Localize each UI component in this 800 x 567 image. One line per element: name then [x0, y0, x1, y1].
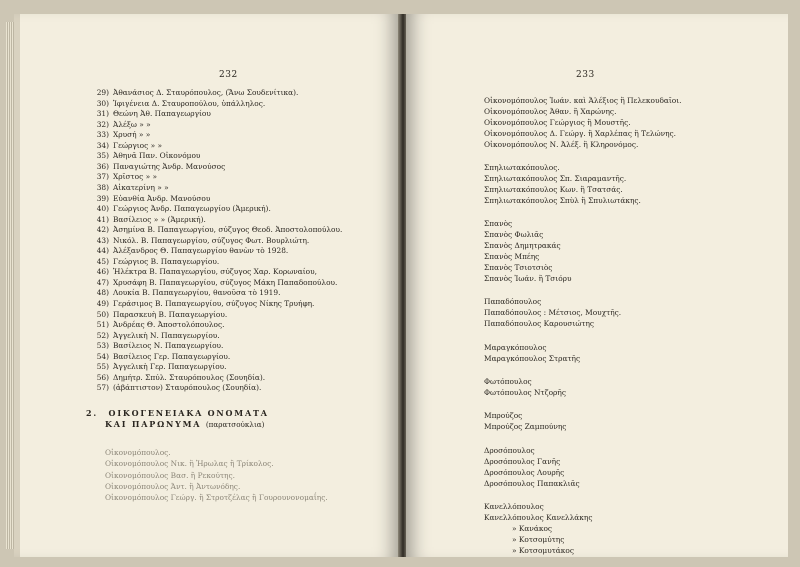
- entry-line: [92, 267, 317, 276]
- entry-text: Ἀθηνᾶ Παν. Οἰκονόμου: [113, 151, 201, 161]
- entry-number: 52): [96, 330, 109, 340]
- entry-text: Εὐανθία Ἀνδρ. Μανούσου: [113, 193, 211, 203]
- entry-line: [92, 194, 210, 203]
- entry-text: Ἀγγελικὴ Γερ. Παπαγεωργίου.: [113, 362, 227, 372]
- page-number: 232: [219, 70, 238, 80]
- entry-line: [92, 215, 206, 224]
- entry-line: [92, 362, 227, 371]
- entry-text: Γεώργιος Ἀνδρ. Παπαγεωργίου (Ἀμερική).: [113, 204, 271, 214]
- section-subtitle: ΚΑΙ ΠΑΡΩΝΥΜΑ: [105, 419, 202, 429]
- page-number: 233: [576, 70, 595, 80]
- entry-number: 36): [96, 161, 109, 171]
- surname-line: Οἰκονομόπουλος Βασ. ἢ Ρεκούτης.: [105, 470, 235, 480]
- entry-text: Ἀσημίνα Β. Παπαγεωργίου, σύζυγος Θεοδ. Ἀποστολοπούλου.: [113, 225, 343, 235]
- entry-line: [92, 373, 265, 382]
- section-heading: [86, 408, 269, 418]
- entry-line: [92, 88, 298, 97]
- surname-line: Οἰκονομόπουλος Γεώργιος ἢ Μουστῆς.: [484, 117, 631, 127]
- entry-text: Νικόλ. Β. Παπαγεωργίου, σύζυγος Φωτ. Βουρλιώτη.: [113, 235, 310, 245]
- entry-text: Παρασκευὴ Β. Παπαγεωργίου.: [113, 309, 228, 319]
- entry-number: 38): [96, 182, 109, 192]
- right-page: [406, 14, 788, 557]
- entry-text: Ἀλέξω » »: [113, 119, 151, 129]
- entry-line: [92, 299, 314, 308]
- entry-number: 44): [96, 246, 109, 256]
- entry-line: [92, 120, 151, 129]
- surname-line: Σπηλιωτακόπουλος Κων. ἢ Τσατσάς.: [484, 184, 623, 194]
- entry-number: 29): [96, 88, 109, 97]
- entry-line: [92, 383, 261, 392]
- surname-line: Μπρούζος: [484, 411, 523, 421]
- entry-text: (ἀβάπτιστον) Σταυρόπουλος (Σουηδία).: [113, 383, 262, 393]
- entry-number: 56): [96, 372, 109, 382]
- entry-number: 50): [96, 309, 109, 319]
- entry-text: Γεώργιος Β. Παπαγεωργίου.: [113, 256, 220, 266]
- entry-text: Γεράσιμος Β. Παπαγεωργίου, σύζυγος Νίκης Τρυήφη.: [113, 299, 315, 308]
- entry-line: [92, 99, 265, 108]
- entry-number: 40): [96, 204, 109, 214]
- entry-line: [92, 183, 169, 192]
- entry-text: Βασίλειος » » (Ἀμερική).: [113, 214, 206, 224]
- entry-line: [92, 225, 342, 234]
- entry-number: 57): [96, 383, 109, 393]
- entry-text: Παναγιώτης Ἀνδρ. Μανούσος: [113, 161, 226, 171]
- entry-text: Ἀνδρέας Θ. Ἀποστολόπουλος.: [113, 320, 225, 330]
- entry-line: [92, 278, 337, 287]
- surname-line: » Κανάκος: [512, 523, 553, 533]
- entry-number: 43): [96, 235, 109, 245]
- entry-number: 41): [96, 214, 109, 224]
- entry-number: 32): [96, 119, 109, 129]
- surname-line: Δροσόπουλος Παπακλιᾶς: [484, 478, 580, 488]
- surname-line: Δροσόπουλος Γανῆς: [484, 456, 561, 466]
- surname-line: Σπανὸς: [484, 219, 513, 229]
- entry-line: [92, 246, 288, 255]
- entry-line: [92, 236, 309, 245]
- entry-line: [92, 288, 280, 297]
- section-title: ΟΙΚΟΓΕΝΕΙΑΚΑ ΟΝΟΜΑΤΑ: [108, 408, 269, 418]
- entry-number: 55): [96, 362, 109, 372]
- left-page: [14, 14, 399, 557]
- surname-line: Μπρούζος Ζαμπούνης: [484, 422, 567, 432]
- entry-text: Ἀλέξανδρος Θ. Παπαγεωργίου θανὼν τὸ 1928.: [113, 246, 289, 256]
- surname-line: Μαραγκόπουλος Στρατῆς: [484, 353, 581, 363]
- entry-text: Αἰκατερίνη » »: [113, 182, 169, 192]
- entry-line: [92, 341, 223, 350]
- entry-number: 30): [96, 98, 109, 108]
- entry-line: [92, 162, 225, 171]
- entry-line: [92, 352, 230, 361]
- entry-text: Βασίλειος Ν. Παπαγεωργίου.: [113, 341, 224, 351]
- entry-text: Ἰφιγένεια Δ. Σταυροπούλου, ὑπάλληλος.: [113, 98, 266, 108]
- surname-line: Κανελλόπουλος: [484, 502, 544, 511]
- surname-line: Οἰκονομόπουλος Γεώργ. ἢ Στροτζέλας ἢ Γουρουνονομαΐης.: [105, 493, 328, 503]
- entry-text: Ἠλέκτρα Β. Παπαγεωργίου, σύζυγος Χαρ. Κορωναίου,: [113, 267, 317, 277]
- surname-line: Παπαδόπουλος Καρουσιώτης: [484, 319, 595, 329]
- surname-line: Σπηλιωτακόπουλος Σπ. Σιαραμαντῆς.: [484, 174, 627, 183]
- surname-line: Δροσόπουλος Λουρῆς: [484, 467, 565, 477]
- entry-text: Θεώνη Ἀθ. Παπαγεωργίου: [113, 109, 211, 119]
- surname-line: Οἰκονομόπουλος Δ. Γεώργ. ἢ Χαρλέπας ἢ Τελώνης.: [484, 128, 677, 138]
- entry-line: [92, 204, 271, 213]
- entry-number: 51): [96, 320, 109, 330]
- entry-number: 34): [96, 140, 109, 150]
- surname-line: Οἰκονομόπουλος Ἰωάν. καὶ Ἀλέξιος ἢ Πελεκουδαῖοι.: [484, 96, 682, 105]
- surname-line: Φωτόπουλος Ντζορῆς: [484, 387, 566, 397]
- entry-line: [92, 172, 157, 181]
- entry-text: Χρῖστος » »: [113, 172, 157, 182]
- surname-line: Οἰκονομόπουλος.: [105, 448, 171, 457]
- entry-number: 39): [96, 193, 109, 203]
- surname-line: » Κοτσομύτης: [512, 534, 565, 544]
- entry-line: [92, 151, 200, 160]
- surname-line: Παπαδόπουλος : Μέτσιος, Μουχτῆς.: [484, 308, 622, 318]
- surname-line: Σπανὸς Μπέης: [484, 252, 540, 261]
- surname-line: Φωτόπουλος: [484, 377, 532, 386]
- section-subheading: [105, 419, 264, 429]
- section-number: 2.: [86, 408, 98, 418]
- surname-line: Σπανὸς Δημητρακάς: [484, 241, 561, 251]
- section-note: (παρατσούκλια): [205, 420, 265, 429]
- surname-line: Παπαδόπουλος: [484, 297, 542, 307]
- entry-text: Ἀγγελικὴ Ν. Παπαγεωργίου.: [113, 330, 220, 340]
- surname-line: Οἰκονομόπουλος Ἀθαν. ἢ Χαρώνης.: [484, 106, 617, 116]
- surname-line: Σπανὸς Τσιοτσιὸς: [484, 262, 553, 272]
- surname-line: Σπηλιωτακόπουλος Σπὺλ ἢ Σπυλιωτάκης.: [484, 195, 641, 205]
- entry-number: 33): [96, 130, 109, 140]
- entry-text: Βασίλειος Γερ. Παπαγεωργίου.: [113, 351, 231, 361]
- surname-line: » Κοτσομυτάκος: [512, 545, 575, 555]
- entry-number: 37): [96, 172, 109, 182]
- entry-number: 54): [96, 351, 109, 361]
- surname-line: Μαραγκόπουλος: [484, 342, 547, 352]
- entry-text: Χρυσάφη Β. Παπαγεωργίου, σύζυγος Μάκη Παπαδοπούλου.: [113, 277, 338, 287]
- entry-text: Ἀθανάσιος Δ. Σταυρόπουλος, (Ἄνω Σουδενίτικα).: [113, 88, 299, 97]
- entry-line: [92, 130, 150, 139]
- entry-number: 45): [96, 256, 109, 266]
- entry-number: 31): [96, 109, 109, 119]
- entry-number: 35): [96, 151, 109, 161]
- entry-number: 46): [96, 267, 109, 277]
- entry-text: Δημήτρ. Σπύλ. Σταυρόπουλος (Σουηδία).: [113, 372, 266, 382]
- entry-line: [92, 331, 220, 340]
- entry-line: [92, 109, 211, 118]
- surname-line: Σπηλιωτακόπουλος.: [484, 163, 560, 173]
- surname-line: Οἰκονομόπουλος Ν. Ἀλέξ. ἢ Κληρονόμος.: [484, 139, 639, 149]
- entry-number: 42): [96, 225, 109, 235]
- entry-number: 53): [96, 341, 109, 351]
- entry-number: 47): [96, 277, 109, 287]
- entry-line: [92, 320, 224, 329]
- entry-number: 48): [96, 288, 109, 298]
- entry-number: 49): [96, 299, 109, 308]
- entry-line: [92, 257, 219, 266]
- surname-line: Δροσόπουλος: [484, 445, 535, 455]
- surname-line: Οἰκονομόπουλος Νικ. ἢ Ἡρωλας ἢ Τρίκολος.: [105, 459, 274, 469]
- surname-line: Σπανὸς Φωλιᾶς: [484, 230, 544, 240]
- entry-line: [92, 141, 162, 150]
- entry-text: Λουκία Β. Παπαγεωργίου, θανοῦσα τὸ 1919.: [113, 288, 281, 298]
- entry-text: Γεώργιος » »: [113, 140, 162, 150]
- surname-line: Σπανὸς Ἰωάν. ἢ Τσιόρυ: [484, 273, 572, 283]
- entry-text: Χρυσή » »: [113, 130, 151, 140]
- surname-line: Οἰκονομόπουλος Ἀντ. ἢ Ἀντωνόδης.: [105, 481, 241, 491]
- surname-line: Κανελλόπουλος Κανελλάκης: [484, 512, 593, 522]
- entry-line: [92, 310, 227, 319]
